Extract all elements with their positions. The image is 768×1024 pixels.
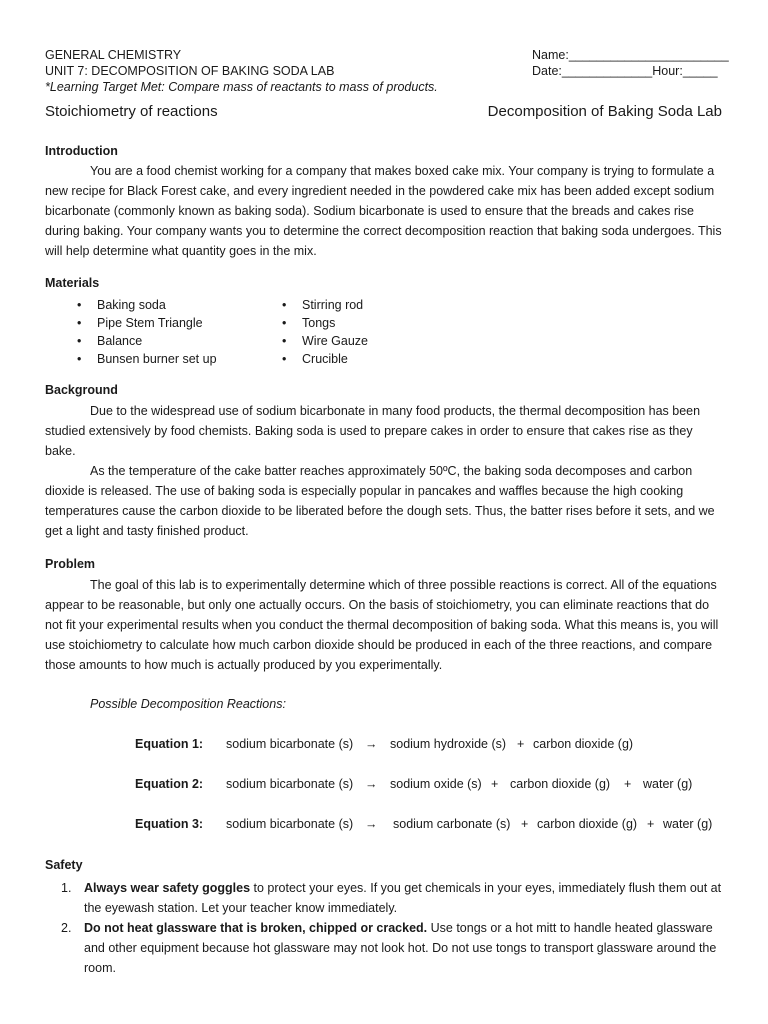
safety-heading: Safety xyxy=(45,858,83,872)
safety-rule: Do not heat glassware that is broken, chipped or cracked. xyxy=(84,921,428,935)
introduction-text xyxy=(45,161,725,261)
possible-reactions-heading: Possible Decomposition Reactions: xyxy=(90,697,286,711)
safety-list xyxy=(45,878,725,978)
material-item: • Stirring rod xyxy=(280,296,368,314)
safety-detail: Use tongs or a hot mitt to handle heated glassware and other equipment because hot glassware may not look hot. Do not use tongs to transport glassware around the room. xyxy=(84,921,717,975)
material-item: • Bunsen burner set up xyxy=(75,350,217,368)
arrow-icon: → xyxy=(365,777,378,791)
product-2: carbon dioxide (g) xyxy=(533,737,634,751)
plus-sign: + xyxy=(491,777,499,791)
unit-title: UNIT 7: DECOMPOSITION OF BAKING SODA LAB xyxy=(45,64,335,78)
equation-label: Equation 2: xyxy=(135,777,204,791)
introduction-body: You are a food chemist working for a company that makes boxed cake mix. Your company is trying to formulate a new recipe for Black Forest cake, and every ingredient needed in the powdered cake mix has been added except sodium bicarbonate (commonly known as baking soda). Sodium bicarbonate is used to ensure that the breads and cakes rise during baking. Your company wants you to determine the correct decomposition reaction that baking soda undergoes. This will help determine what quantity goes in the mix. xyxy=(45,164,722,258)
equation-label: Equation 3: xyxy=(135,817,204,831)
topic-title: Stoichiometry of reactions xyxy=(45,103,218,120)
product-1: sodium carbonate (s) xyxy=(393,817,511,831)
materials-list-right xyxy=(280,296,368,368)
course-header xyxy=(45,47,485,95)
plus-sign: + xyxy=(517,737,525,751)
product-1: sodium hydroxide (s) xyxy=(390,737,507,751)
problem-heading: Problem xyxy=(45,557,96,571)
reactant: sodium bicarbonate (s) xyxy=(226,817,354,831)
equation-2 xyxy=(0,777,768,795)
problem-text xyxy=(45,575,725,675)
arrow-icon: → xyxy=(365,817,378,831)
materials-heading: Materials xyxy=(45,276,100,290)
reactant: sodium bicarbonate (s) xyxy=(226,777,354,791)
plus-sign: + xyxy=(647,817,655,831)
background-body-2: As the temperature of the cake batter reaches approximately 50ºC, the baking soda decomposes and carbon dioxide is released. The use of baking soda is especially popular in pancakes and waffles because the high cooking temperatures cause the carbon dioxide to be liberated before the dough sets. Thus, the batter rises before it sets, and we get a light and tasty finished product. xyxy=(45,464,715,538)
material-item: • Balance xyxy=(75,332,217,350)
arrow-icon: → xyxy=(365,737,378,751)
equation-3 xyxy=(0,817,768,835)
equation-label: Equation 1: xyxy=(135,737,204,751)
reactant: sodium bicarbonate (s) xyxy=(226,737,354,751)
safety-item xyxy=(45,878,725,918)
product-3: water (g) xyxy=(643,777,693,791)
item-number: 1. xyxy=(61,881,72,895)
background-paragraph-1 xyxy=(45,401,725,461)
course-name: GENERAL CHEMISTRY xyxy=(45,48,182,62)
date-hour-field: Date:_____________Hour:_____ xyxy=(532,64,718,78)
lab-title: Decomposition of Baking Soda Lab xyxy=(487,103,722,120)
item-number: 2. xyxy=(61,921,72,935)
safety-detail: to protect your eyes. If you get chemicals in your eyes, immediately flush them out at the eyewash station. Let your teacher know immediately. xyxy=(84,881,722,915)
plus-sign: + xyxy=(521,817,529,831)
materials-list-left xyxy=(75,296,217,368)
material-item: • Crucible xyxy=(280,350,368,368)
learning-target: *Learning Target Met: Compare mass of reactants to mass of products. xyxy=(45,80,438,94)
safety-rule: Always wear safety goggles xyxy=(84,881,251,895)
product-3: water (g) xyxy=(663,817,713,831)
product-2: carbon dioxide (g) xyxy=(510,777,611,791)
material-item: • Tongs xyxy=(280,314,368,332)
name-field: Name:_______________________ xyxy=(532,48,729,62)
student-info xyxy=(532,47,732,79)
plus-sign: + xyxy=(624,777,632,791)
product-1: sodium oxide (s) xyxy=(390,777,482,791)
safety-item xyxy=(45,918,725,978)
product-2: carbon dioxide (g) xyxy=(537,817,638,831)
material-item: • Wire Gauze xyxy=(280,332,368,350)
background-heading: Background xyxy=(45,383,118,397)
material-item: • Pipe Stem Triangle xyxy=(75,314,217,332)
material-item: • Baking soda xyxy=(75,296,217,314)
introduction-heading: Introduction xyxy=(45,144,118,158)
background-body-1: Due to the widespread use of sodium bicarbonate in many food products, the thermal decomposition has been studied extensively by food chemists. Baking soda is used to prepare cakes in order to ensure that cakes rise as they bake. xyxy=(45,404,701,458)
equation-1 xyxy=(0,737,768,755)
problem-body: The goal of this lab is to experimentally determine which of three possible reactions is correct. All of the equations appear to be reasonable, but only one actually occurs. On the basis of stoichiometry, you can eliminate reactions that do not fit your experimental results when you conduct the thermal decomposition of baking soda. What this means is, you will use stoichiometry to calculate how much carbon dioxide should be produced in each of the three reactions, and compare those amounts to how much is actually produced by you experimentally. xyxy=(45,578,719,672)
background-paragraph-2 xyxy=(45,461,725,541)
